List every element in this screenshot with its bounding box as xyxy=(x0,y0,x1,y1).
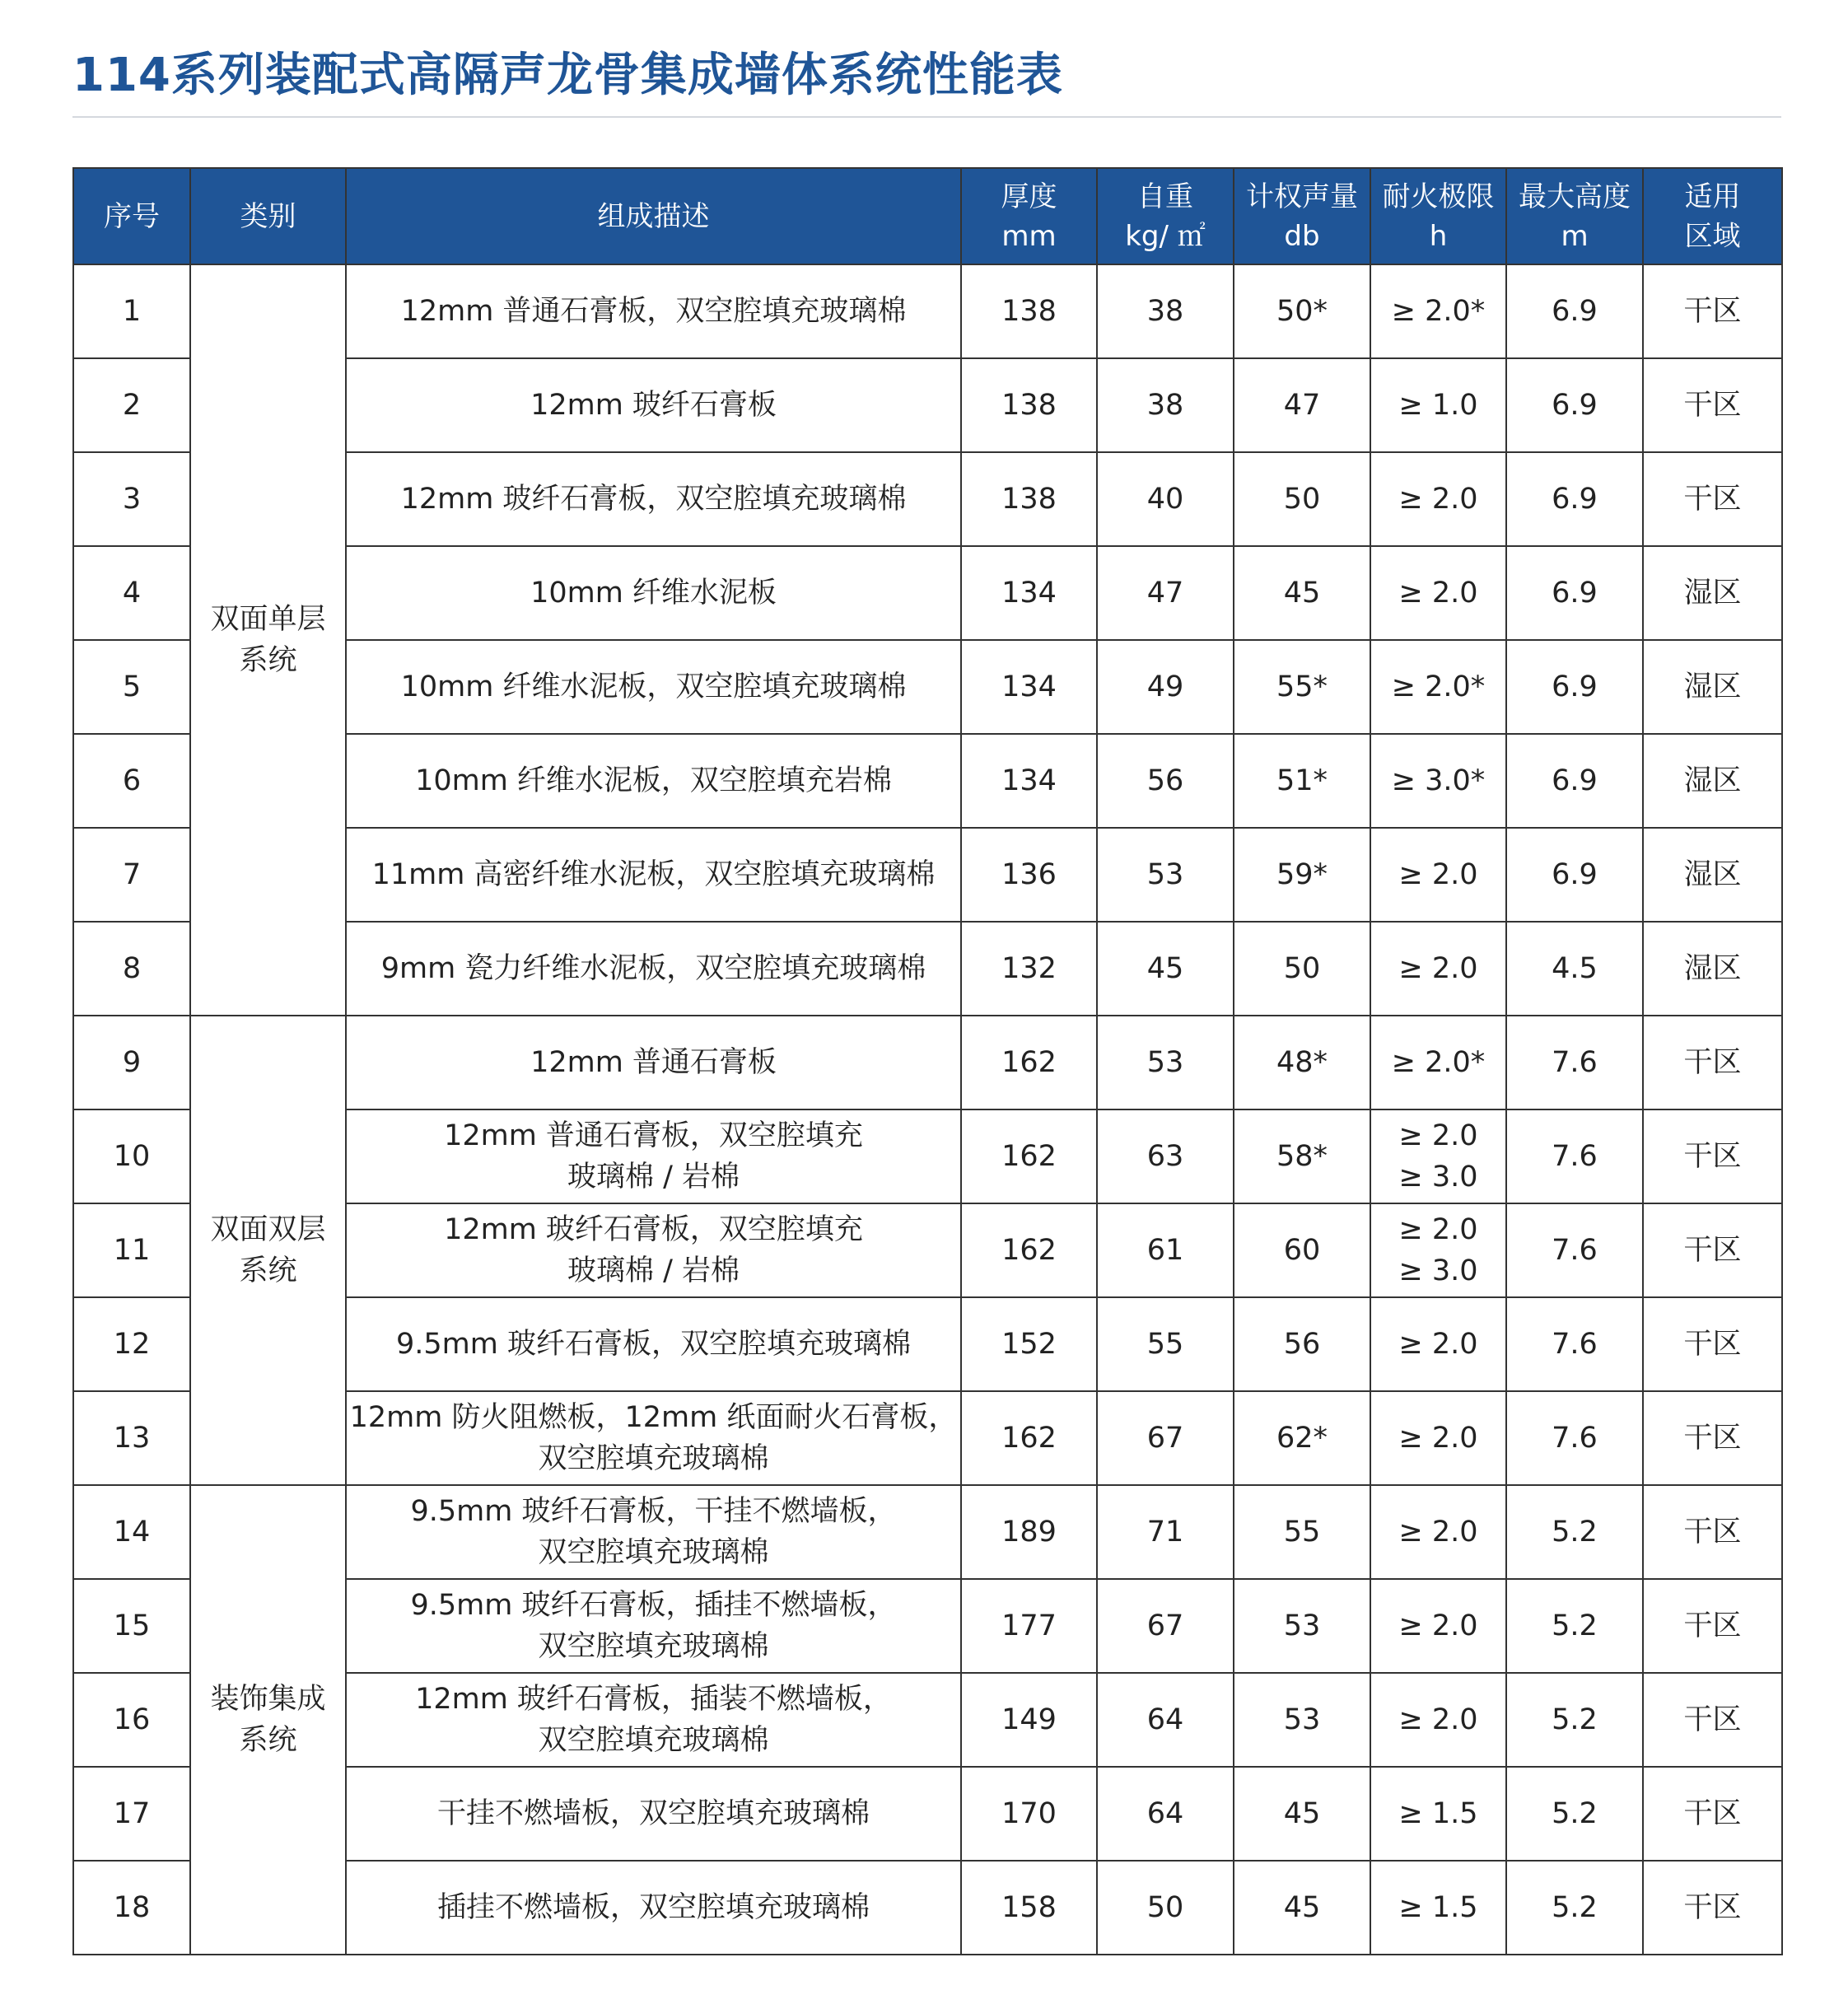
max-height-cell: 6.9 xyxy=(1506,546,1643,640)
fire-limit-cell: ≥ 1.5 xyxy=(1370,1861,1506,1955)
description-cell: 9.5mm 玻纤石膏板，插挂不燃墙板， 双空腔填充玻璃棉 xyxy=(346,1579,961,1673)
fire-limit-cell: ≥ 2.0 xyxy=(1370,1391,1506,1485)
description-cell: 12mm 防火阻燃板，12mm 纸面耐火石膏板， 双空腔填充玻璃棉 xyxy=(346,1391,961,1485)
sound-insulation-cell: 53 xyxy=(1234,1673,1370,1767)
fire-limit-cell: ≥ 2.0* xyxy=(1370,1016,1506,1109)
sound-insulation-cell: 59* xyxy=(1234,828,1370,922)
row-number: 7 xyxy=(73,828,190,922)
thickness-cell: 138 xyxy=(961,452,1097,546)
weight-cell: 40 xyxy=(1097,452,1234,546)
header-category: 类别 xyxy=(190,168,346,264)
thickness-cell: 152 xyxy=(961,1297,1097,1391)
thickness-cell: 136 xyxy=(961,828,1097,922)
table-row xyxy=(73,264,1782,358)
weight-cell: 47 xyxy=(1097,546,1234,640)
category-cell: 双面单层 系统 xyxy=(190,264,346,1016)
row-number: 15 xyxy=(73,1579,190,1673)
sound-insulation-cell: 45 xyxy=(1234,1861,1370,1955)
thickness-cell: 138 xyxy=(961,358,1097,452)
weight-cell: 45 xyxy=(1097,922,1234,1016)
row-number: 3 xyxy=(73,452,190,546)
max-height-cell: 6.9 xyxy=(1506,358,1643,452)
area-cell: 干区 xyxy=(1643,264,1782,358)
thickness-cell: 134 xyxy=(961,546,1097,640)
max-height-cell: 7.6 xyxy=(1506,1391,1643,1485)
max-height-cell: 5.2 xyxy=(1506,1861,1643,1955)
sound-insulation-cell: 48* xyxy=(1234,1016,1370,1109)
weight-cell: 64 xyxy=(1097,1673,1234,1767)
area-cell: 湿区 xyxy=(1643,828,1782,922)
area-cell: 干区 xyxy=(1643,1016,1782,1109)
category-cell: 双面双层 系统 xyxy=(190,1016,346,1485)
sound-insulation-cell: 51* xyxy=(1234,734,1370,828)
weight-cell: 71 xyxy=(1097,1485,1234,1579)
fire-limit-cell: ≥ 2.0 ≥ 3.0 xyxy=(1370,1109,1506,1203)
thickness-cell: 134 xyxy=(961,640,1097,734)
max-height-cell: 6.9 xyxy=(1506,264,1643,358)
fire-limit-cell: ≥ 2.0* xyxy=(1370,264,1506,358)
description-cell: 11mm 高密纤维水泥板，双空腔填充玻璃棉 xyxy=(346,828,961,922)
max-height-cell: 6.9 xyxy=(1506,828,1643,922)
weight-cell: 61 xyxy=(1097,1203,1234,1297)
thickness-cell: 158 xyxy=(961,1861,1097,1955)
weight-cell: 55 xyxy=(1097,1297,1234,1391)
thickness-cell: 170 xyxy=(961,1767,1097,1861)
table-row xyxy=(73,1016,1782,1109)
fire-limit-cell: ≥ 2.0 ≥ 3.0 xyxy=(1370,1203,1506,1297)
row-number: 1 xyxy=(73,264,190,358)
weight-cell: 53 xyxy=(1097,828,1234,922)
fire-limit-cell: ≥ 2.0* xyxy=(1370,640,1506,734)
thickness-cell: 162 xyxy=(961,1203,1097,1297)
row-number: 5 xyxy=(73,640,190,734)
row-number: 2 xyxy=(73,358,190,452)
max-height-cell: 7.6 xyxy=(1506,1203,1643,1297)
thickness-cell: 162 xyxy=(961,1391,1097,1485)
row-number: 17 xyxy=(73,1767,190,1861)
max-height-cell: 5.2 xyxy=(1506,1579,1643,1673)
header-no: 序号 xyxy=(73,168,190,264)
thickness-cell: 132 xyxy=(961,922,1097,1016)
table-body xyxy=(73,264,1782,1955)
thickness-cell: 149 xyxy=(961,1673,1097,1767)
description-cell: 9.5mm 玻纤石膏板，双空腔填充玻璃棉 xyxy=(346,1297,961,1391)
description-cell: 10mm 纤维水泥板，双空腔填充玻璃棉 xyxy=(346,640,961,734)
description-cell: 10mm 纤维水泥板 xyxy=(346,546,961,640)
row-number: 9 xyxy=(73,1016,190,1109)
area-cell: 干区 xyxy=(1643,1203,1782,1297)
category-cell: 装饰集成 系统 xyxy=(190,1485,346,1955)
area-cell: 干区 xyxy=(1643,1767,1782,1861)
fire-limit-cell: ≥ 2.0 xyxy=(1370,828,1506,922)
area-cell: 干区 xyxy=(1643,452,1782,546)
fire-limit-cell: ≥ 2.0 xyxy=(1370,922,1506,1016)
area-cell: 干区 xyxy=(1643,1297,1782,1391)
description-cell: 12mm 玻纤石膏板，双空腔填充玻璃棉 xyxy=(346,452,961,546)
header-description: 组成描述 xyxy=(346,168,961,264)
area-cell: 湿区 xyxy=(1643,640,1782,734)
max-height-cell: 5.2 xyxy=(1506,1767,1643,1861)
thickness-cell: 189 xyxy=(961,1485,1097,1579)
thickness-cell: 162 xyxy=(961,1109,1097,1203)
weight-cell: 64 xyxy=(1097,1767,1234,1861)
row-number: 6 xyxy=(73,734,190,828)
thickness-cell: 134 xyxy=(961,734,1097,828)
weight-cell: 56 xyxy=(1097,734,1234,828)
row-number: 14 xyxy=(73,1485,190,1579)
area-cell: 湿区 xyxy=(1643,922,1782,1016)
title-divider xyxy=(72,116,1781,118)
fire-limit-cell: ≥ 2.0 xyxy=(1370,1485,1506,1579)
fire-limit-cell: ≥ 2.0 xyxy=(1370,546,1506,640)
fire-limit-cell: ≥ 2.0 xyxy=(1370,1673,1506,1767)
performance-table xyxy=(72,167,1783,1955)
max-height-cell: 6.9 xyxy=(1506,734,1643,828)
header-sound-insulation: 计权声量 db xyxy=(1234,168,1370,264)
weight-cell: 49 xyxy=(1097,640,1234,734)
sound-insulation-cell: 45 xyxy=(1234,546,1370,640)
max-height-cell: 7.6 xyxy=(1506,1109,1643,1203)
area-cell: 干区 xyxy=(1643,358,1782,452)
sound-insulation-cell: 50 xyxy=(1234,922,1370,1016)
area-cell: 干区 xyxy=(1643,1673,1782,1767)
header-weight: 自重 kg/ ㎡ xyxy=(1097,168,1234,264)
sound-insulation-cell: 50* xyxy=(1234,264,1370,358)
description-cell: 12mm 普通石膏板，双空腔填充 玻璃棉 / 岩棉 xyxy=(346,1109,961,1203)
sound-insulation-cell: 58* xyxy=(1234,1109,1370,1203)
weight-cell: 67 xyxy=(1097,1579,1234,1673)
table-row xyxy=(73,1485,1782,1579)
sound-insulation-cell: 47 xyxy=(1234,358,1370,452)
max-height-cell: 6.9 xyxy=(1506,452,1643,546)
fire-limit-cell: ≥ 3.0* xyxy=(1370,734,1506,828)
weight-cell: 63 xyxy=(1097,1109,1234,1203)
page-title: 114系列装配式高隔声龙骨集成墙体系统性能表 xyxy=(72,49,1063,102)
max-height-cell: 5.2 xyxy=(1506,1673,1643,1767)
description-cell: 12mm 玻纤石膏板 xyxy=(346,358,961,452)
header-fire-limit: 耐火极限 h xyxy=(1370,168,1506,264)
sound-insulation-cell: 50 xyxy=(1234,452,1370,546)
fire-limit-cell: ≥ 1.5 xyxy=(1370,1767,1506,1861)
description-cell: 12mm 玻纤石膏板，插装不燃墙板， 双空腔填充玻璃棉 xyxy=(346,1673,961,1767)
header-area: 适用 区域 xyxy=(1643,168,1782,264)
area-cell: 干区 xyxy=(1643,1109,1782,1203)
description-cell: 9.5mm 玻纤石膏板，干挂不燃墙板， 双空腔填充玻璃棉 xyxy=(346,1485,961,1579)
sound-insulation-cell: 55 xyxy=(1234,1485,1370,1579)
area-cell: 湿区 xyxy=(1643,546,1782,640)
description-cell: 干挂不燃墙板，双空腔填充玻璃棉 xyxy=(346,1767,961,1861)
sound-insulation-cell: 60 xyxy=(1234,1203,1370,1297)
weight-cell: 53 xyxy=(1097,1016,1234,1109)
fire-limit-cell: ≥ 2.0 xyxy=(1370,452,1506,546)
area-cell: 干区 xyxy=(1643,1579,1782,1673)
fire-limit-cell: ≥ 2.0 xyxy=(1370,1579,1506,1673)
thickness-cell: 138 xyxy=(961,264,1097,358)
thickness-cell: 162 xyxy=(961,1016,1097,1109)
weight-cell: 67 xyxy=(1097,1391,1234,1485)
area-cell: 干区 xyxy=(1643,1391,1782,1485)
header-thickness: 厚度 mm xyxy=(961,168,1097,264)
row-number: 4 xyxy=(73,546,190,640)
max-height-cell: 6.9 xyxy=(1506,640,1643,734)
row-number: 11 xyxy=(73,1203,190,1297)
row-number: 8 xyxy=(73,922,190,1016)
weight-cell: 38 xyxy=(1097,264,1234,358)
sound-insulation-cell: 53 xyxy=(1234,1579,1370,1673)
max-height-cell: 5.2 xyxy=(1506,1485,1643,1579)
row-number: 13 xyxy=(73,1391,190,1485)
max-height-cell: 4.5 xyxy=(1506,922,1643,1016)
area-cell: 干区 xyxy=(1643,1485,1782,1579)
sound-insulation-cell: 45 xyxy=(1234,1767,1370,1861)
max-height-cell: 7.6 xyxy=(1506,1297,1643,1391)
row-number: 12 xyxy=(73,1297,190,1391)
area-cell: 干区 xyxy=(1643,1861,1782,1955)
header-max-height: 最大高度 m xyxy=(1506,168,1643,264)
description-cell: 插挂不燃墙板，双空腔填充玻璃棉 xyxy=(346,1861,961,1955)
weight-cell: 38 xyxy=(1097,358,1234,452)
description-cell: 12mm 玻纤石膏板，双空腔填充 玻璃棉 / 岩棉 xyxy=(346,1203,961,1297)
sound-insulation-cell: 62* xyxy=(1234,1391,1370,1485)
description-cell: 9mm 瓷力纤维水泥板，双空腔填充玻璃棉 xyxy=(346,922,961,1016)
weight-cell: 50 xyxy=(1097,1861,1234,1955)
row-number: 16 xyxy=(73,1673,190,1767)
row-number: 18 xyxy=(73,1861,190,1955)
description-cell: 12mm 普通石膏板 xyxy=(346,1016,961,1109)
sound-insulation-cell: 56 xyxy=(1234,1297,1370,1391)
fire-limit-cell: ≥ 2.0 xyxy=(1370,1297,1506,1391)
description-cell: 12mm 普通石膏板，双空腔填充玻璃棉 xyxy=(346,264,961,358)
fire-limit-cell: ≥ 1.0 xyxy=(1370,358,1506,452)
table-header-row xyxy=(73,168,1782,264)
description-cell: 10mm 纤维水泥板，双空腔填充岩棉 xyxy=(346,734,961,828)
area-cell: 湿区 xyxy=(1643,734,1782,828)
sound-insulation-cell: 55* xyxy=(1234,640,1370,734)
row-number: 10 xyxy=(73,1109,190,1203)
max-height-cell: 7.6 xyxy=(1506,1016,1643,1109)
thickness-cell: 177 xyxy=(961,1579,1097,1673)
